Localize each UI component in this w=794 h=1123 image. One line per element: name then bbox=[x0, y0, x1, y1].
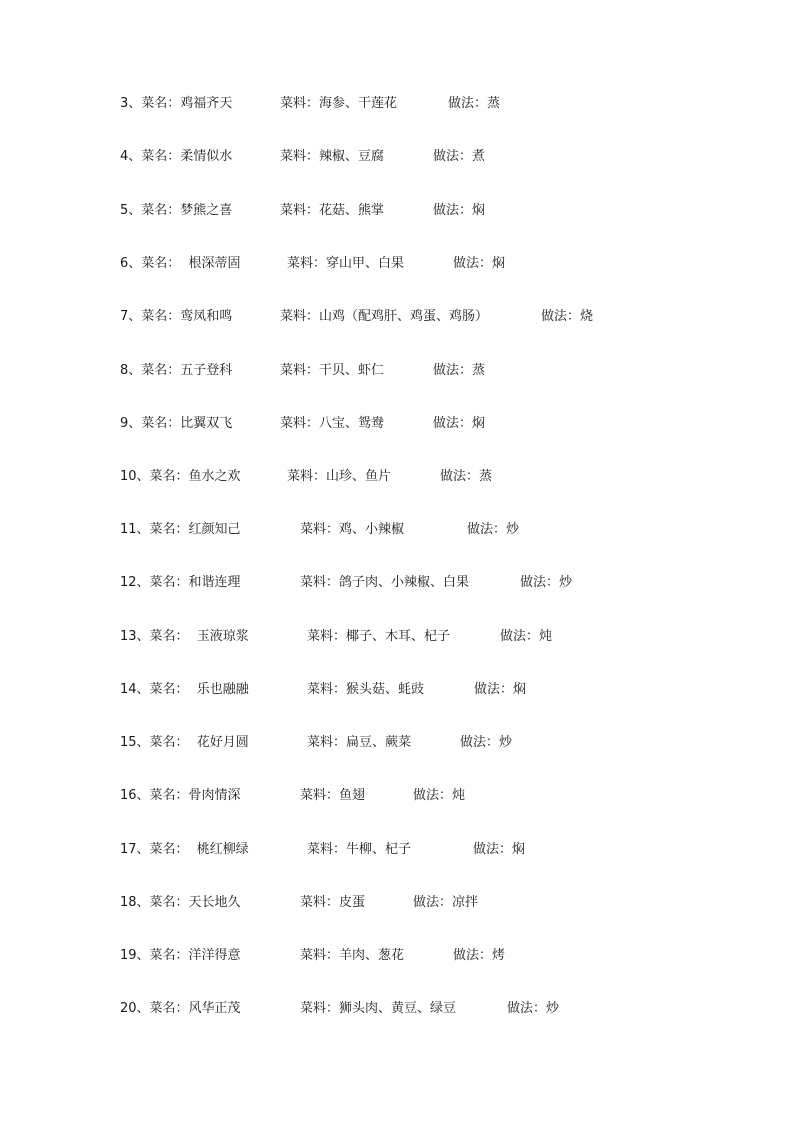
dish-ingredients: 菜料：扁豆、蕨菜 bbox=[307, 735, 412, 750]
dish-ingredients: 菜料：椰子、木耳、杞子 bbox=[307, 629, 451, 644]
dish-method: 做法：煮 bbox=[433, 149, 486, 164]
dish-name: 15、菜名： 花好月圆 bbox=[120, 735, 249, 750]
dish-name: 3、菜名：鸡福齐天 bbox=[120, 96, 233, 111]
dish-name: 14、菜名： 乐也融融 bbox=[120, 682, 249, 697]
dish-name: 11、菜名：红颜知己 bbox=[120, 522, 241, 537]
dish-method: 做法：蒸 bbox=[448, 96, 501, 111]
dish-method: 做法：炒 bbox=[460, 735, 513, 750]
dish-method: 做法：焖 bbox=[474, 682, 527, 697]
dish-ingredients: 菜料：山珍、鱼片 bbox=[287, 469, 392, 484]
dish-ingredients: 菜料：皮蛋 bbox=[300, 895, 366, 910]
dish-name: 8、菜名：五子登科 bbox=[120, 363, 233, 378]
dish-method: 做法：炒 bbox=[507, 1001, 560, 1016]
dish-ingredients: 菜料：鱼翅 bbox=[300, 788, 366, 803]
dish-ingredients: 菜料：狮头肉、黄豆、绿豆 bbox=[300, 1001, 457, 1016]
dish-method: 做法：焖 bbox=[473, 842, 526, 857]
dish-method: 做法：焖 bbox=[433, 203, 486, 218]
dish-method: 做法：烤 bbox=[453, 948, 506, 963]
dish-ingredients: 菜料：穿山甲、白果 bbox=[287, 256, 405, 271]
dish-method: 做法：炒 bbox=[467, 522, 520, 537]
dish-name: 16、菜名：骨肉情深 bbox=[120, 788, 241, 803]
dish-ingredients: 菜料：鸡、小辣椒 bbox=[300, 522, 405, 537]
dish-method: 做法：蒸 bbox=[440, 469, 493, 484]
dish-ingredients: 菜料：八宝、鸳鸯 bbox=[280, 416, 385, 431]
dish-ingredients: 菜料：鸽子肉、小辣椒、白果 bbox=[300, 575, 470, 590]
dish-method: 做法：炒 bbox=[520, 575, 573, 590]
dish-ingredients: 菜料：猴头菇、蚝豉 bbox=[307, 682, 425, 697]
dish-name: 5、菜名：梦熊之喜 bbox=[120, 203, 233, 218]
dish-ingredients: 菜料：海参、干莲花 bbox=[280, 96, 398, 111]
dish-name: 13、菜名： 玉液琼浆 bbox=[120, 629, 249, 644]
dish-name: 10、菜名：鱼水之欢 bbox=[120, 469, 241, 484]
dish-name: 9、菜名：比翼双飞 bbox=[120, 416, 233, 431]
dish-method: 做法：焖 bbox=[453, 256, 506, 271]
dish-ingredients: 菜料：牛柳、杞子 bbox=[307, 842, 412, 857]
dish-name: 17、菜名： 桃红柳绿 bbox=[120, 842, 249, 857]
dish-ingredients: 菜料：辣椒、豆腐 bbox=[280, 149, 385, 164]
dish-method: 做法：炖 bbox=[413, 788, 466, 803]
dish-name: 20、菜名：风华正茂 bbox=[120, 1001, 241, 1016]
dish-name: 4、菜名：柔情似水 bbox=[120, 149, 233, 164]
dish-ingredients: 菜料：山鸡（配鸡肝、鸡蛋、鸡肠） bbox=[280, 309, 489, 324]
dish-method: 做法：烧 bbox=[541, 309, 594, 324]
dish-name: 7、菜名：鸾凤和鸣 bbox=[120, 309, 233, 324]
dish-ingredients: 菜料：干贝、虾仁 bbox=[280, 363, 385, 378]
dish-method: 做法：炖 bbox=[500, 629, 553, 644]
dish-name: 18、菜名：天长地久 bbox=[120, 895, 241, 910]
dish-ingredients: 菜料：羊肉、葱花 bbox=[300, 948, 405, 963]
dish-method: 做法：凉拌 bbox=[413, 895, 479, 910]
dish-method: 做法：焖 bbox=[433, 416, 486, 431]
dish-name: 12、菜名：和谐连理 bbox=[120, 575, 241, 590]
dish-method: 做法：蒸 bbox=[433, 363, 486, 378]
dish-name: 6、菜名： 根深蒂固 bbox=[120, 256, 241, 271]
dish-name: 19、菜名：洋洋得意 bbox=[120, 948, 241, 963]
dish-ingredients: 菜料：花菇、熊掌 bbox=[280, 203, 385, 218]
